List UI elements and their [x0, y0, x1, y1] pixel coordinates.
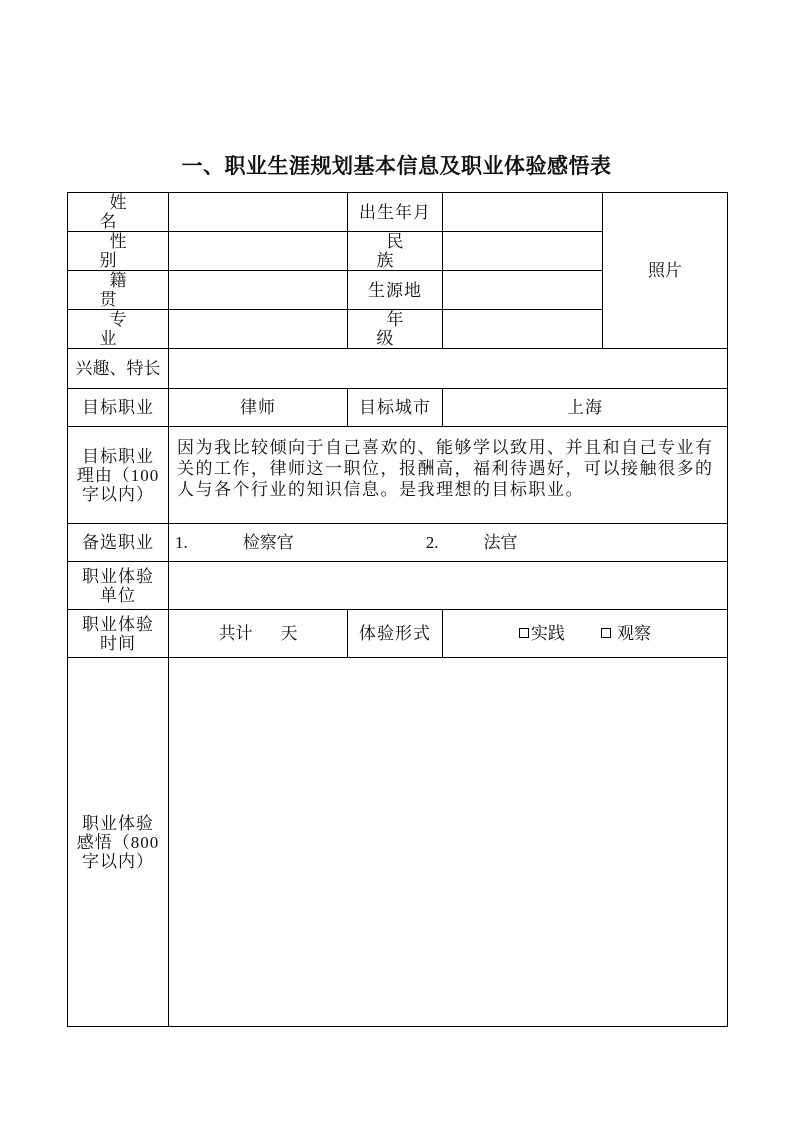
gender-field[interactable]: [169, 232, 348, 271]
career-info-table: [67, 192, 728, 1027]
label-target-job: 目标职业: [68, 389, 169, 427]
alt2-number: 2.: [425, 533, 439, 552]
target-city-value[interactable]: 上海: [443, 389, 728, 427]
origin-field[interactable]: [443, 271, 603, 310]
name-field[interactable]: [169, 193, 348, 232]
days-suffix: 天: [280, 624, 298, 643]
hobbies-field[interactable]: [169, 349, 728, 389]
observe-label: 观察: [617, 624, 652, 643]
ethnicity-field[interactable]: [443, 232, 603, 271]
page-title: 一、职业生涯规划基本信息及职业体验感悟表: [181, 154, 612, 178]
label-birth: 出生年月: [348, 193, 443, 232]
alt1-number: 1.: [175, 533, 188, 552]
label-alternatives: 备选职业: [68, 524, 169, 562]
observe-checkbox[interactable]: [601, 628, 611, 638]
grade-field[interactable]: [443, 310, 603, 349]
photo-cell[interactable]: 照片: [603, 193, 728, 349]
alternatives-field[interactable]: [169, 524, 728, 562]
practice-label: 实践: [530, 624, 565, 643]
birth-field[interactable]: [443, 193, 603, 232]
label-exp-time: 职业体验时间: [68, 610, 169, 658]
practice-checkbox[interactable]: [519, 628, 529, 638]
alt2-value: 法官: [483, 533, 518, 552]
label-target-city: 目标城市: [348, 389, 443, 427]
label-ethnicity: 民 族: [348, 232, 443, 271]
label-exp-form: 体验形式: [348, 610, 443, 658]
exp-form-field: [443, 610, 728, 658]
label-major: 专 业: [68, 310, 169, 349]
reason-value[interactable]: 因为我比较倾向于自己喜欢的、能够学以致用、并且和自己专业有关的工作，律师这一职位，报酬高，福利待遇好，可以接触很多的人与各个行业的知识信息。是我理想的目标职业。: [169, 427, 728, 524]
label-reason: 目标职业理由（100字以内）: [68, 427, 169, 524]
alt1-value: 检察官: [242, 533, 294, 552]
label-hobbies: 兴趣、特长: [68, 349, 169, 389]
target-job-value[interactable]: 律师: [169, 389, 348, 427]
label-reflection: 职业体验感悟（800字以内）: [68, 658, 169, 1027]
label-origin: 生源地: [348, 271, 443, 310]
label-name: 姓 名: [68, 193, 169, 232]
exp-days-field[interactable]: [169, 610, 348, 658]
reflection-field[interactable]: [169, 658, 728, 1027]
label-native-place: 籍 贯: [68, 271, 169, 310]
native-place-field[interactable]: [169, 271, 348, 310]
label-exp-unit: 职业体验单位: [68, 562, 169, 610]
label-gender: 性 别: [68, 232, 169, 271]
major-field[interactable]: [169, 310, 348, 349]
days-prefix: 共计: [218, 624, 253, 643]
label-grade: 年 级: [348, 310, 443, 349]
exp-unit-field[interactable]: [169, 562, 728, 610]
